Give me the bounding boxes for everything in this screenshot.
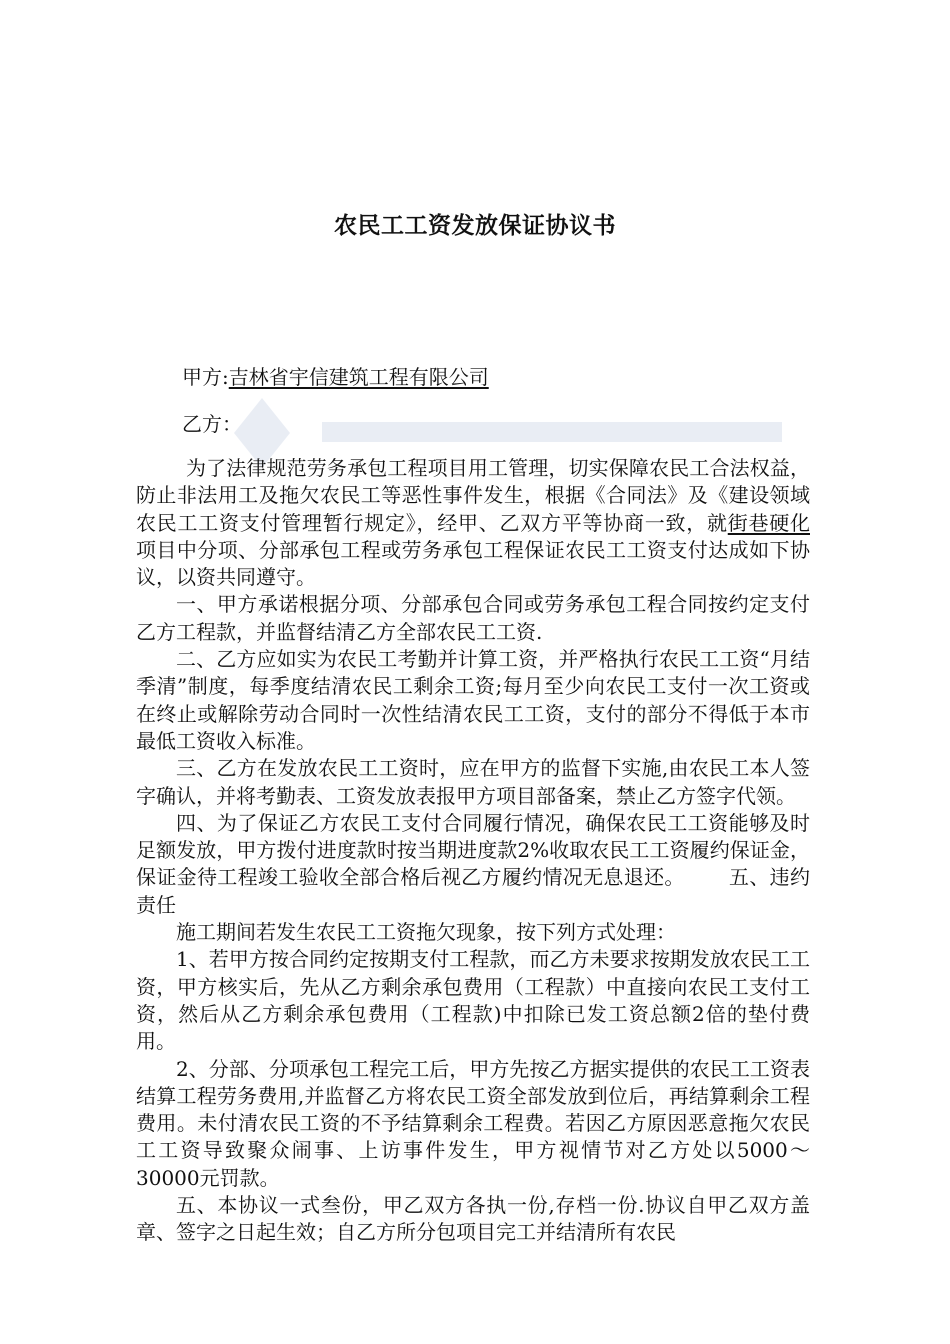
agreement-body (136, 455, 810, 1247)
party-a-name: 吉林省宇信建筑工程有限公司 (228, 365, 489, 389)
party-b-line (182, 410, 242, 438)
party-a-label: 甲方: (182, 365, 229, 389)
intro-text-part1: 为了法律规范劳务承包工程项目用工管理，切实保障农民工合法权益，防止非法用工及拖欠农民工等恶性事件发生，根据《合同法》及《建设领域农民工工资支付管理暂行规定》，经甲、乙双方平等协商一致，就 (136, 456, 810, 535)
clause-5-heading: 五、违约责任 (136, 865, 811, 917)
clause-4: 四、为了保证乙方农民工支付合同履行情况，确保农民工工资能够及时足额发放，甲方拨付进度款时按当期进度款2%收取农民工工资履约保证金，保证金待工程竣工验收全部合格后视乙方履约情况无息退还。 (136, 810, 810, 890)
clause-2: 二、乙方应如实为农民工考勤并计算工资，并严格执行农民工工资“月结季清”制度，每季度结清农民工剩余工资;每月至少向农民工支付一次工资或在终止或解除劳动合同时一次性结清农民工工资，支付的部分不得低于本市最低工资收入标准。 (136, 647, 810, 753)
party-a-line (182, 363, 489, 391)
clause-final: 五、本协议一式叁份，甲乙双方各执一份,存档一份.协议自甲乙双方盖章、签字之日起生效；自乙方所分包项目完工并结清所有农民 (136, 1193, 810, 1245)
document-title: 农民工工资发放保证协议书 (334, 213, 616, 239)
breach-item-2: 2、分部、分项承包工程完工后，甲方先按乙方据实提供的农民工工资表结算工程劳务费用,并监督乙方将农民工资全部发放到位后，再结算剩余工程费用。未付清农民工资的不予结算剩余工程费。若因乙方原因恶意拖欠农民工工资导致聚众闹事、上访事件发生，甲方视情节对乙方处以5000～30000元罚款。 (136, 1056, 810, 1190)
breach-intro: 施工期间若发生农民工工资拖欠现象，按下列方式处理： (176, 920, 676, 945)
party-b-label: 乙方： (182, 412, 242, 436)
clause-1: 一、甲方承诺根据分项、分部承包合同或劳务承包工程合同按约定支付乙方工程款，并监督结清乙方全部农民工工资. (136, 592, 810, 644)
project-name: 街巷硬化 (727, 510, 810, 535)
clause-4-paragraph (136, 810, 810, 919)
clause-3: 三、乙方在发放农民工工资时，应在甲方的监督下实施,由农民工本人签字确认，并将考勤表、工资发放表报甲方项目部备案，禁止乙方签字代领。 (136, 756, 810, 808)
intro-text-part2: 项目中分项、分部承包工程或劳务承包工程保证农民工工资支付达成如下协议，以资共同遵守。 (136, 537, 810, 590)
intro-paragraph (136, 455, 810, 591)
breach-item-1: 1、若甲方按合同约定按期支付工程款，而乙方未要求按期发放农民工工资，甲方核实后，先从乙方剩余承包费用（工程款）中直接向农民工支付工资，然后从乙方剩余承包费用（工程款)中扣除已发工资总额2倍的垫付费用。 (136, 947, 810, 1054)
